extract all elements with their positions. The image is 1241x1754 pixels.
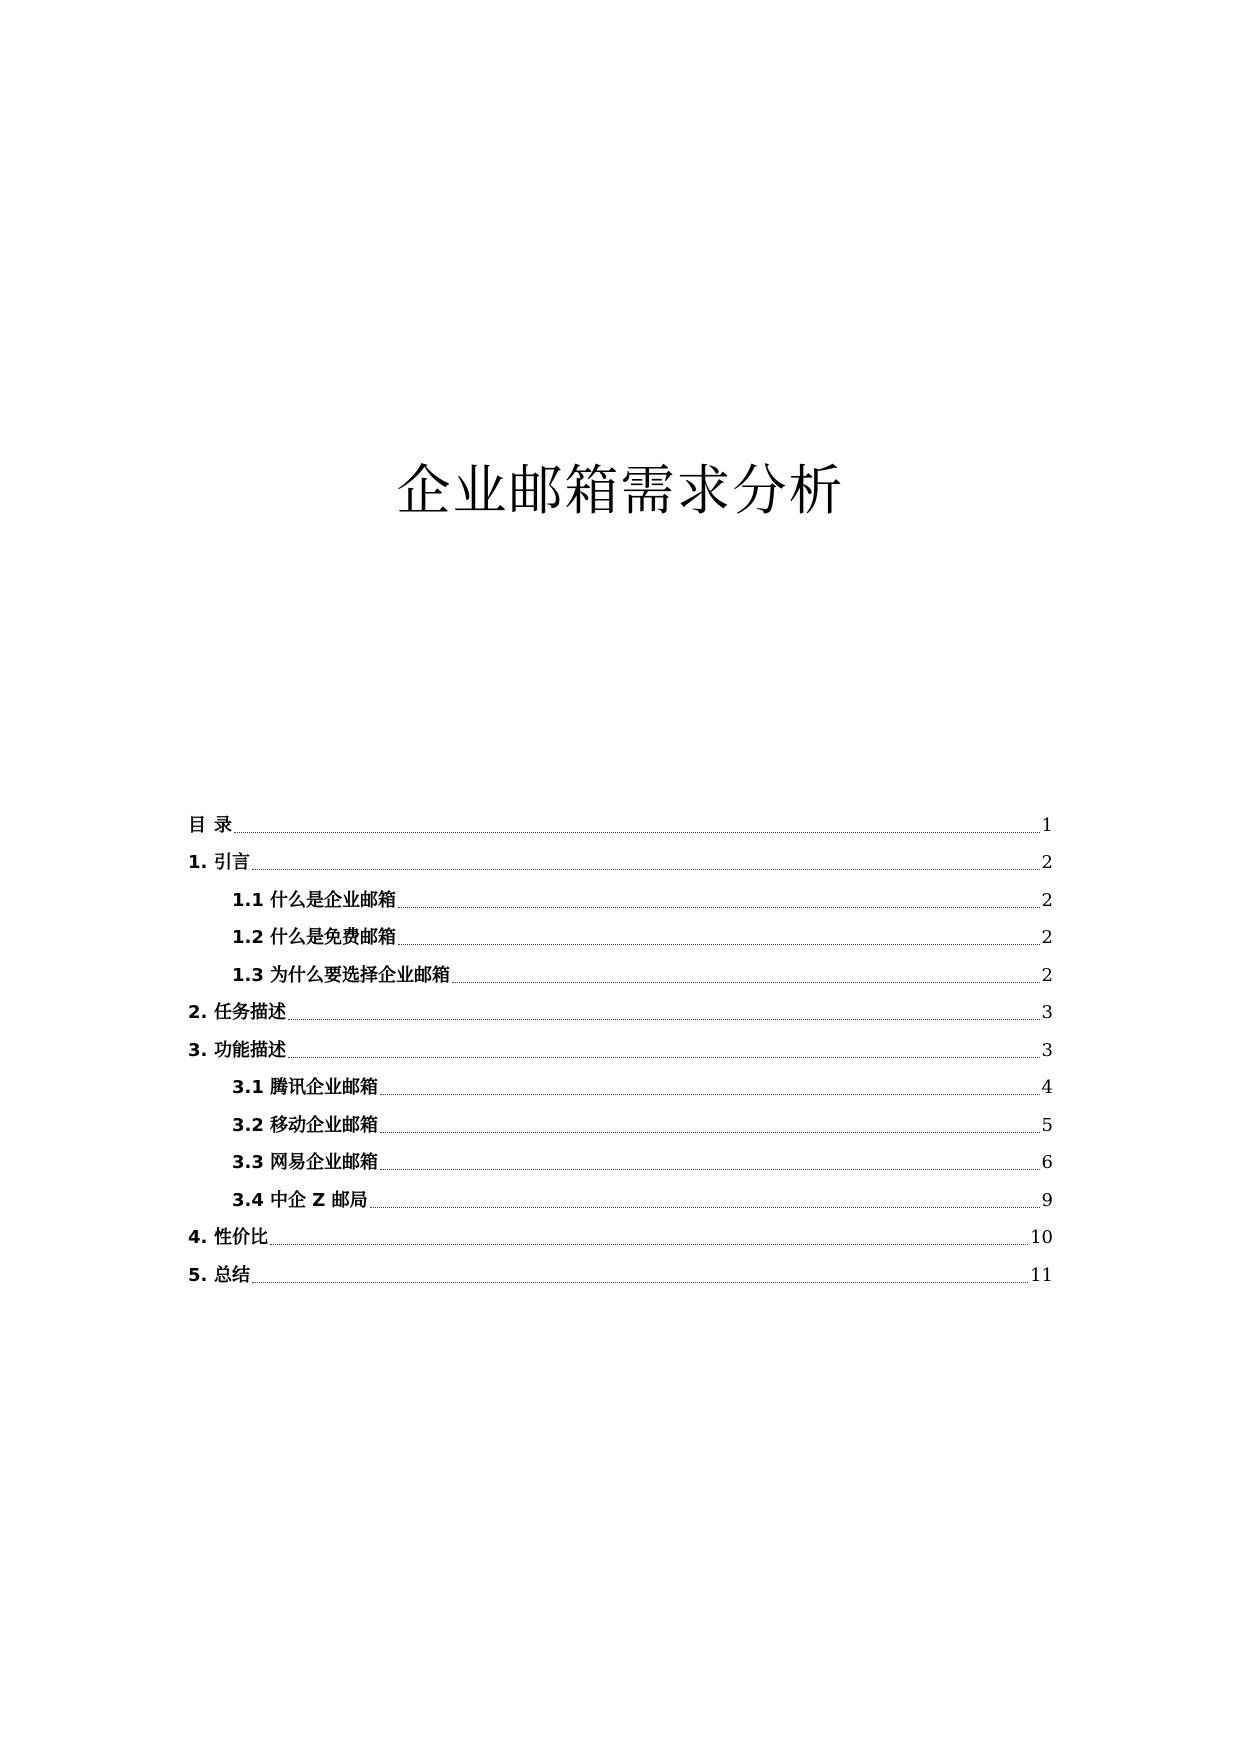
toc-entry-mobile-enterprise-mail[interactable] <box>188 1101 1053 1139</box>
toc-entry-toc-heading[interactable] <box>188 801 1053 839</box>
toc-entry-zhongqi-z-post-office[interactable] <box>188 1176 1053 1214</box>
toc-entry-number: 2. <box>188 1002 208 1023</box>
toc-leader-dots <box>380 1093 1040 1095</box>
toc-entry-number: 1. <box>188 852 208 873</box>
toc-entry-number: 5. <box>188 1264 208 1286</box>
toc-page-number: 2 <box>1041 852 1053 873</box>
toc-leader-dots <box>234 831 1040 833</box>
toc-leader-dots <box>370 1206 1040 1208</box>
toc-entry-number: 1.3 <box>232 964 264 986</box>
toc-entry-number: 3.1 <box>232 1077 264 1098</box>
toc-leader-dots <box>288 1018 1040 1020</box>
toc-entry-number: 3. <box>188 1039 208 1061</box>
toc-entry-title: 任务描述 <box>214 1002 286 1023</box>
toc-page-number: 11 <box>1030 1264 1053 1286</box>
toc-entry-number: 3.3 <box>232 1152 264 1173</box>
toc-page-number: 1 <box>1041 814 1053 836</box>
toc-leader-dots <box>398 906 1040 908</box>
toc-leader-dots <box>270 1243 1028 1245</box>
toc-leader-dots <box>252 868 1040 870</box>
toc-entry-title: 录 <box>214 814 232 836</box>
toc-page-number: 2 <box>1041 927 1053 948</box>
toc-entry-number: 3.4 <box>232 1189 264 1211</box>
toc-entry-function-description[interactable] <box>188 1026 1053 1064</box>
toc-entry-title: 为什么要选择企业邮箱 <box>270 964 450 986</box>
table-of-contents <box>188 801 1053 1289</box>
toc-page-number: 9 <box>1041 1189 1053 1211</box>
toc-entry-title: 功能描述 <box>214 1039 286 1061</box>
toc-leader-dots <box>398 943 1040 945</box>
toc-entry-summary[interactable] <box>188 1251 1053 1289</box>
toc-entry-cost-performance[interactable] <box>188 1214 1053 1252</box>
toc-leader-dots <box>380 1168 1040 1170</box>
toc-entry-title: 引言 <box>214 852 250 873</box>
toc-entry-what-is-free-mail[interactable] <box>188 914 1053 952</box>
toc-entry-number: 4. <box>188 1227 208 1248</box>
toc-entry-title: 中企 Z 邮局 <box>270 1189 368 1211</box>
toc-entry-number: 3.2 <box>232 1114 264 1136</box>
toc-leader-dots <box>452 981 1040 983</box>
toc-page-number: 6 <box>1041 1152 1053 1173</box>
toc-page-number: 4 <box>1041 1077 1053 1098</box>
toc-entry-title: 什么是企业邮箱 <box>270 889 396 911</box>
toc-page-number: 3 <box>1041 1039 1053 1061</box>
toc-entry-number: 1.1 <box>232 889 264 911</box>
toc-entry-title: 腾讯企业邮箱 <box>270 1077 378 1098</box>
toc-entry-tencent-enterprise-mail[interactable] <box>188 1064 1053 1102</box>
toc-entry-number: 1.2 <box>232 927 264 948</box>
toc-entry-netease-enterprise-mail[interactable] <box>188 1139 1053 1177</box>
toc-page-number: 10 <box>1030 1227 1053 1248</box>
toc-leader-dots <box>252 1281 1028 1283</box>
toc-entry-title: 移动企业邮箱 <box>270 1114 378 1136</box>
document-title: 企业邮箱需求分析 <box>396 459 845 522</box>
toc-leader-dots <box>288 1056 1040 1058</box>
toc-page-number: 2 <box>1041 889 1053 911</box>
toc-page-number: 5 <box>1041 1114 1053 1136</box>
toc-entry-title: 什么是免费邮箱 <box>270 927 396 948</box>
toc-entry-title: 网易企业邮箱 <box>270 1152 378 1173</box>
toc-leader-dots <box>380 1131 1040 1133</box>
toc-entry-introduction[interactable] <box>188 839 1053 877</box>
toc-page-number: 3 <box>1041 1002 1053 1023</box>
toc-page-number: 2 <box>1041 964 1053 986</box>
toc-entry-what-is-enterprise-mail[interactable] <box>188 876 1053 914</box>
toc-entry-task-description[interactable] <box>188 989 1053 1027</box>
toc-entry-why-choose-enterprise-mail[interactable] <box>188 951 1053 989</box>
toc-entry-title: 性价比 <box>214 1227 268 1248</box>
toc-entry-title: 总结 <box>214 1264 250 1286</box>
toc-entry-number: 目 <box>188 814 206 836</box>
